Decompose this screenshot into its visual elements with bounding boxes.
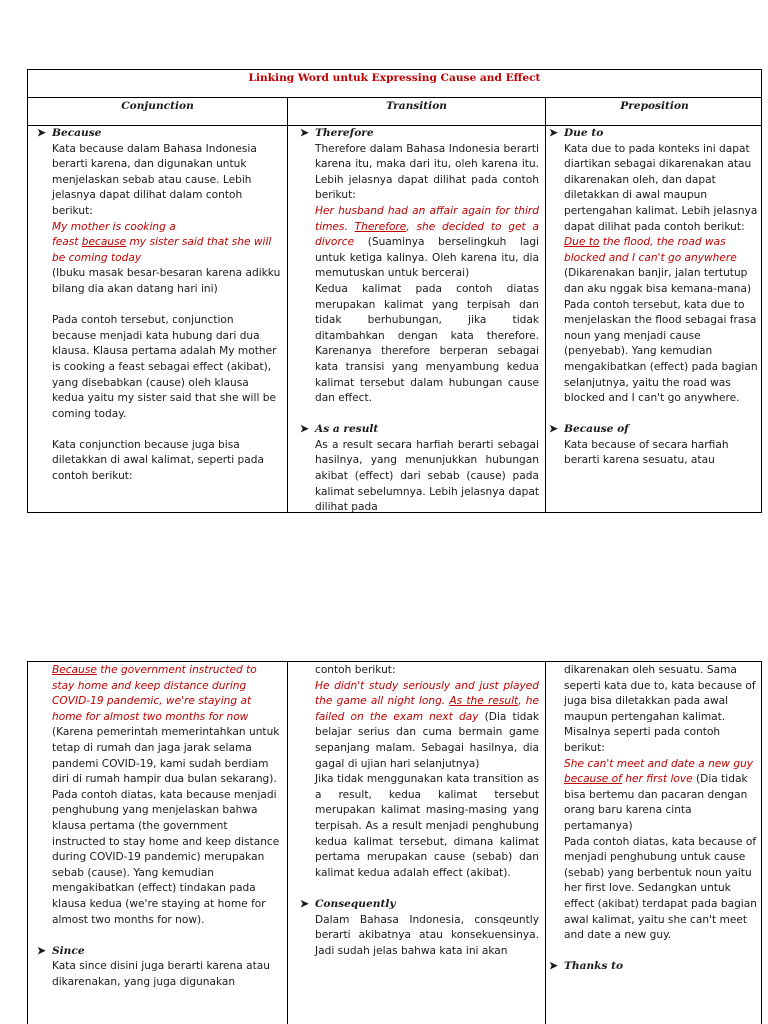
example-sentence: She can't meet and date a new guy because of her first love (Dia tidak bisa bertemu dan pacaran dengan orang baru karena cinta pertamanya) [564,757,754,832]
paragraph: Kata conjunction because juga bisa diletakkan di awal kalimat, seperti pada contoh berikut: [52,438,264,483]
example-sentence: My mother is cooking a feast because my sister said that she will be coming today [52,220,272,264]
arrow-bullet-icon: ➤ [300,127,309,139]
paragraph: Therefore dalam Bahasa Indonesia berarti karena itu, maka dari itu, oleh karena itu. Lebih jelasnya dapat dilihat pada contoh berikut: [315,142,539,202]
paragraph: As a result secara harfiah berarti sebagai hasilnya, yang menunjukkan hubungan akibat (effect) dari sebab (cause) pada kalimat sebelumnya. Lebih jelasnya dapat dilihat pada [315,438,539,513]
example-sentence: Due to the flood, the road was blocked and I can't go anywhere (Dikarenakan banjir, jalan tertutup dan aku nggak bisa kemana-mana) Pada contoh tersebut, kata due to menjelaskan the flood sebagai frasa noun yang menjadi cause (penyebab). Yang kemudian mengakibatkan (effect) pada bagian selanjutnya, yaitu the road was blocked and I can't go anywhere. [564,236,758,405]
transition-column [288,662,546,1024]
section-heading-due-to: ➤ Due to [564,126,758,142]
arrow-bullet-icon: ➤ [549,127,558,139]
arrow-bullet-icon: ➤ [300,897,309,910]
paragraph: contoh berikut: [315,664,396,676]
preposition-column [546,662,762,1024]
arrow-bullet-icon: ➤ [37,127,46,139]
paragraph: Kata due to pada konteks ini dapat diartikan sebagai dikarenakan atau dikarenakan oleh, dan dapat diletakkan di awal maupun pertengahan kalimat. Lebih jelasnya dapat dilihat pada contoh berikut: [564,142,758,233]
section-heading-as-a-result: ➤ As a result [315,422,539,438]
paragraph: Pada contoh diatas, kata because of menjadi penghubung untuk cause (sebab) yang berbentuk noun yaitu her first love. Sedangkan untuk effect (akibat) terdapat pada bagian awal kalimat, yaitu she can't meet and date a new guy. [564,835,757,942]
paragraph: Kata because dalam Bahasa Indonesia berarti karena, dan digunakan untuk menjelaskan sebab atau cause. Lebih jelasnya dapat dilihat dalam contoh berikut: [52,142,257,217]
paragraph: Jika tidak menggunakan kata transition as a result, kedua kalimat tersebut merupakan kalimat masing-masing yang terpisah. As a result menjadi penghubung kedua kalimat tersebut, dimana kalimat pertama merupakan cause (sebab) dan kalimat kedua adalah effect (akibat). [315,773,539,879]
arrow-bullet-icon: ➤ [549,423,558,436]
paragraph: Kata because of secara harfiah berarti karena sesuatu, atau [564,438,729,467]
paragraph: Pada contoh tersebut, conjunction because menjadi kata hubung dari dua klausa. Klausa pertama adalah My mother is cooking a feast sebagai effect (akibat), yang disebabkan (cause) oleh klausa kedua yaitu my sister said that she will be coming today. [52,314,277,420]
header-transition: Transition [288,98,546,125]
paragraph: Kata since disini juga berarti karena atau dikarenakan, yang juga digunakan [52,960,270,988]
table-title: Linking Word untuk Expressing Cause and Effect [28,70,761,98]
arrow-bullet-icon: ➤ [300,423,309,436]
section-heading-consequently: ➤ Consequently [315,897,539,913]
conjunction-column [28,126,288,512]
section-heading-because-of: ➤ Because of [564,422,758,438]
conjunction-column [28,662,288,1024]
preposition-column [546,126,762,512]
translation: (Karena pemerintah memerintahkan untuk tetap di rumah dan jaga jarak selama pandemi COVID-19, kami sudah berdiam diri di rumah hampir dua bulan sekarang). [52,726,280,786]
example-sentence: Because the government instructed to stay home and keep distance during COVID-19 pandemic, we're staying at home for almost two months for now [52,664,257,723]
bottom-table [27,661,762,1024]
header-preposition: Preposition [620,100,689,112]
translation: (Ibuku masak besar-besaran karena adikku bilang dia akan datang hari ini) [52,267,281,295]
paragraph: dikarenakan oleh sesuatu. Sama seperti kata due to, kata because of juga bisa diletakkan pada awal maupun pertengahan kalimat. Misalnya seperti pada contoh berikut: [564,664,756,754]
section-heading-since: ➤ Since [52,944,281,960]
top-table [27,69,762,513]
paragraph: Pada contoh diatas, kata because menjadi penghubung yang menjelaskan bahwa klausa pertama (the government instructed to stay home and keep distance during COVID-19 pandemic) merupakan sebab (cause). Yang kemudian mengakibatkan (effect) tindakan pada klausa kedua (we're staying at home for almost two months for now). [52,788,280,926]
header-row [28,98,761,126]
section-heading-therefore: ➤ Therefore [315,126,539,142]
arrow-bullet-icon: ➤ [549,960,558,973]
transition-column [288,126,546,512]
paragraph: Dalam Bahasa Indonesia, consqeuntly berarti akibatnya atau konsekuensinya. Jadi sudah jelas bahwa kata ini akan [315,913,539,957]
header-conjunction: Conjunction [28,98,288,125]
arrow-bullet-icon: ➤ [37,944,46,957]
paragraph: Kedua kalimat pada contoh diatas merupakan kalimat yang terpisah dan tidak berhubungan, jika tidak ditambahkan dengan kata therefore. Karenanya therefore berperan sebagai kata transisi yang menyambung kedua kalimat tersebut dalam hubungan cause dan effect. [315,282,539,405]
example-sentence: Her husband had an affair again for third times. Therefore, she decided to get a divorce (Suaminya berselingkuh lagi untuk ketiga kalinya. Oleh karena itu, dia memutuskan untuk bercerai) [315,204,539,280]
section-heading-thanks-to: ➤ Thanks to [564,959,758,975]
example-sentence: He didn't study seriously and just played the game all night long. As the result, he failed on the exam next day (Dia tidak belajar serius dan cuma bermain game sepanjang malam. Sebagai hasilnya, dia gagal di ujian hari selanjutnya) [315,679,540,770]
section-heading-because: ➤ Because [52,126,281,142]
